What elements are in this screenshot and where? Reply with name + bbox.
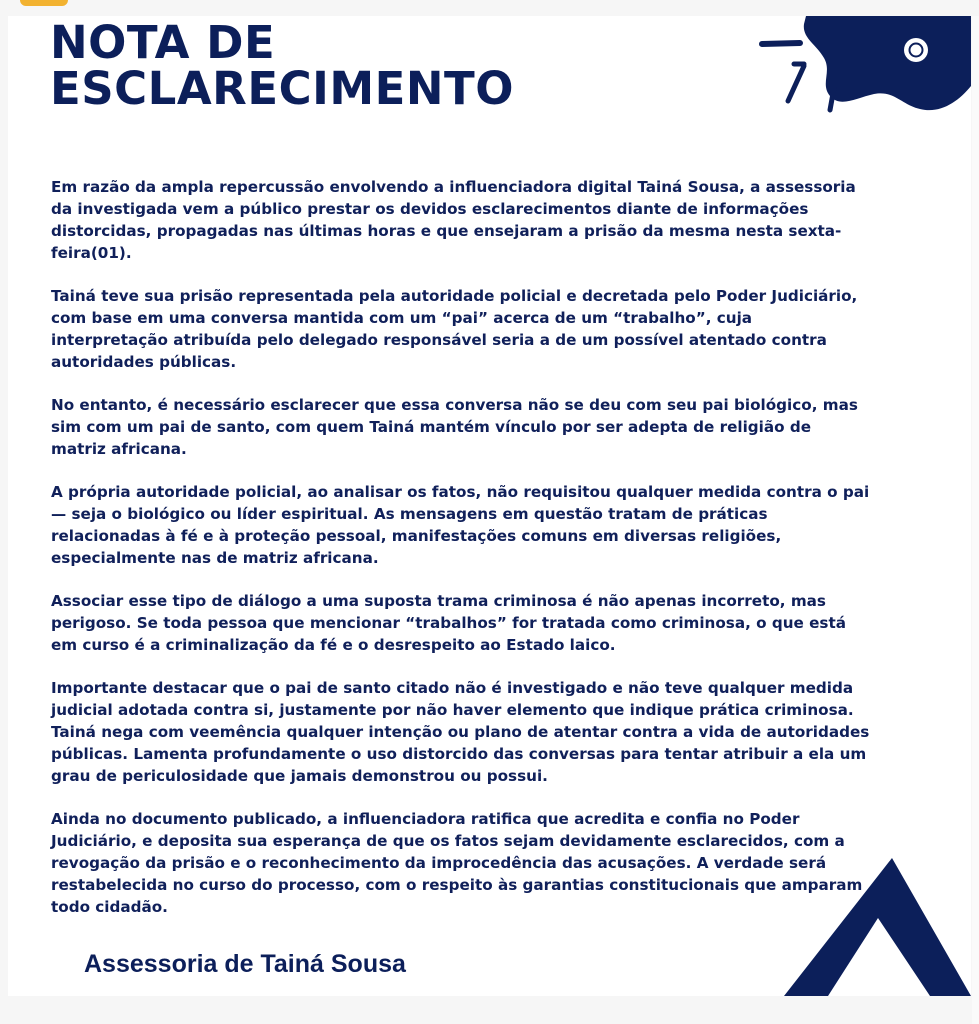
page-title: [50, 16, 514, 115]
paragraph-2: Tainá teve sua prisão representada pela autoridade policial e decretada pelo Poder Judiciário, com base em uma conversa mantida com um “pai” acerca de um “trabalho”, cuja interpretação atribuída pelo delegado responsável seria a de um possível atentado contra autoridades públicas.: [51, 287, 858, 371]
cropped-top-element: [20, 0, 68, 6]
title-line-1: NOTA DE: [50, 16, 276, 69]
splash-blob-icon: [744, 16, 971, 126]
statement-body: [51, 176, 871, 939]
paragraph-4: A própria autoridade policial, ao analisar os fatos, não requisitou qualquer medida contra o pai — seja o biológico ou líder espiritual. As mensagens em questão tratam de práticas relacionadas à fé e à proteção pessoal, manifestações comuns em diversas religiões, especialmente nas de matriz africana.: [51, 483, 870, 567]
title-line-2: ESCLARECIMENTO: [50, 62, 514, 115]
chevron-up-icon: [784, 858, 971, 996]
signature: Assessoria de Tainá Sousa: [84, 950, 406, 978]
paragraph-1: Em razão da ampla repercussão envolvendo a influenciadora digital Tainá Sousa, a assessoria da investigada vem a público prestar os devidos esclarecimentos diante de informações distorcidas, propagadas nas últimas horas e que ensejaram a prisão da mesma nesta sexta-feira(01).: [51, 178, 856, 262]
paragraph-6: Importante destacar que o pai de santo citado não é investigado e não teve qualquer medida judicial adotada contra si, justamente por não haver elemento que indique prática criminosa. Tainá nega com veemência qualquer intenção ou plano de atentar contra a vida de autoridades públicas. Lamenta profundamente o uso distorcido das conversas para tentar atribuir a ela um grau de periculosidade que jamais demonstrou ou possui.: [51, 679, 870, 785]
paragraph-3: No entanto, é necessário esclarecer que essa conversa não se deu com seu pai biológico, mas sim com um pai de santo, com quem Tainá mantém vínculo por ser adepta de religião de matriz africana.: [51, 396, 858, 458]
paragraph-7: Ainda no documento publicado, a influenciadora ratifica que acredita e confia no Poder Judiciário, e deposita sua esperança de que os fatos sejam devidamente esclarecidos, com a revogação da prisão e o reconhecimento da improcedência das acusações. A verdade será restabelecida no curso do processo, com o respeito às garantias constitucionais que amparam todo cidadão.: [51, 810, 863, 916]
paragraph-5: Associar esse tipo de diálogo a uma suposta trama criminosa é não apenas incorreto, mas perigoso. Se toda pessoa que mencionar “trabalhos” for tratada como criminosa, o que está em curso é a criminalização da fé e o desrespeito ao Estado laico.: [51, 592, 846, 654]
statement-page: [8, 16, 971, 996]
page-edge: [972, 16, 979, 1024]
